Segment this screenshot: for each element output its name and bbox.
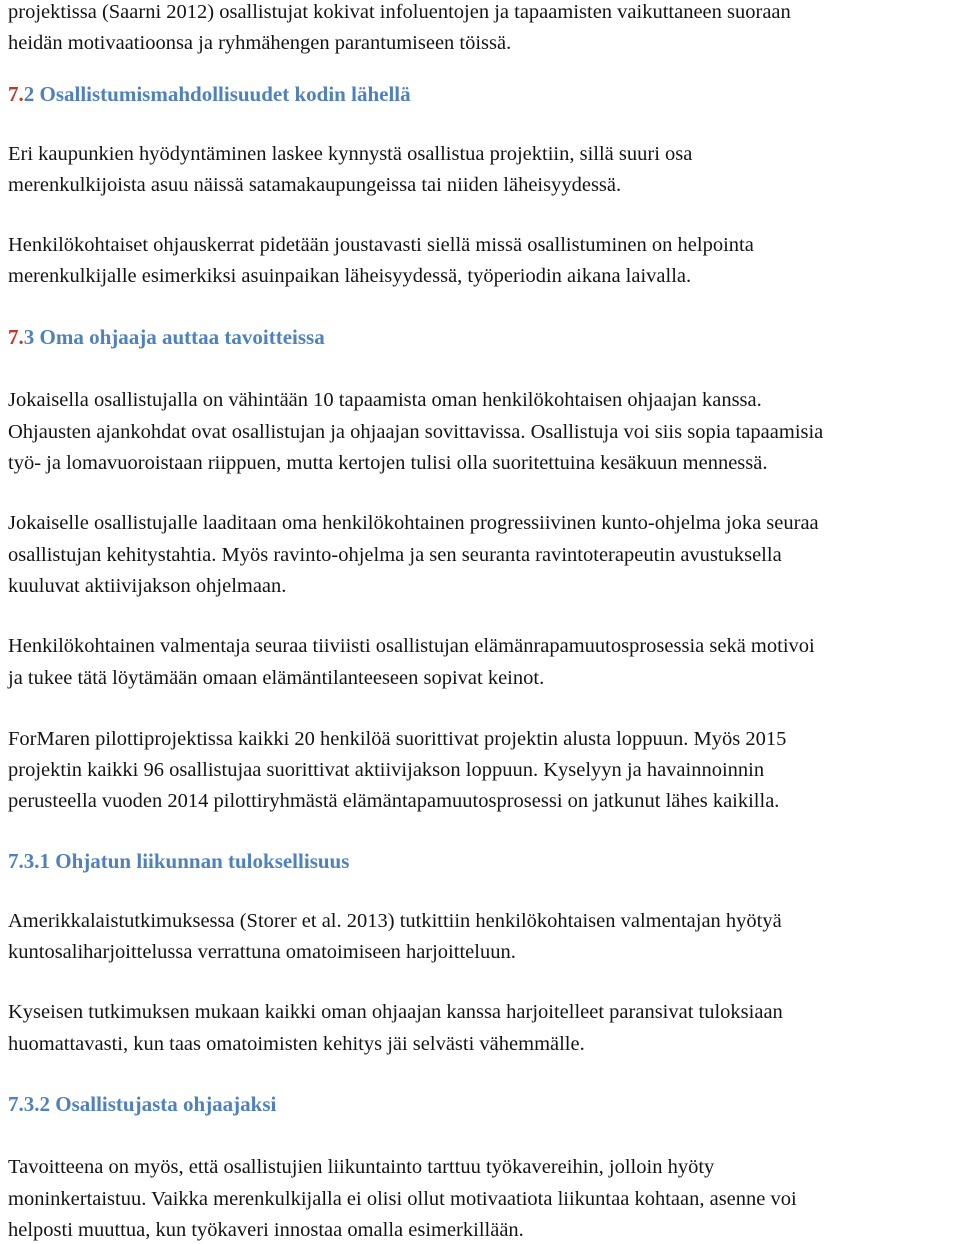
- paragraph-line: projektin kaikki 96 osallistujaa suorittivat aktiivijakson loppuun. Kyselyyn ja havainnoinnin: [8, 759, 765, 781]
- paragraph-line: huomattavasti, kun taas omatoimisten kehitys jäi selvästi vähemmälle.: [8, 1033, 585, 1055]
- intro-line-2: heidän motivaatioonsa ja ryhmähengen parantumiseen töissä.: [8, 32, 512, 54]
- heading-title: Oma ohjaaja auttaa tavoitteissa: [39, 325, 325, 349]
- paragraph-line: moninkertaistuu. Vaikka merenkulkijalla ei olisi ollut motivaatiota liikuntaa kohtaan, asenne voi: [8, 1188, 797, 1210]
- paragraph-line: osallistujan kehitystahtia. Myös ravinto-ohjelma ja sen seuranta ravintoterapeutin avustuksella: [8, 544, 782, 566]
- section-heading-7-3: [8, 325, 325, 349]
- paragraph-line: perusteella vuoden 2014 pilottiryhmästä elämäntapamuutosprosessi on jatkunut lähes kaikilla.: [8, 790, 780, 812]
- paragraph-line: merenkulkijoista asuu näissä satamakaupungeissa tai niiden läheisyydessä.: [8, 174, 622, 196]
- intro-line-1: projektissa (Saarni 2012) osallistujat kokivat infoluentojen ja tapaamisten vaikuttaneen suoraan: [8, 1, 791, 23]
- section-heading-7-3-2: [8, 1092, 276, 1116]
- paragraph-line: kuuluvat aktiivijakson ohjelmaan.: [8, 575, 287, 597]
- paragraph-line: Tavoitteena on myös, että osallistujien liikuntainto tarttuu työkavereihin, jolloin hyöty: [8, 1156, 715, 1178]
- heading-number: 7.3.1: [8, 849, 50, 873]
- paragraph-line: Ohjausten ajankohdat ovat osallistujan ja ohjaajan sovittavissa. Osallistuja voi siis sopia tapaamisia: [8, 421, 824, 443]
- paragraph-line: Henkilökohtaiset ohjauskerrat pidetään joustavasti siellä missä osallistuminen on helpointa: [8, 234, 754, 256]
- paragraph-line: ForMaren pilottiprojektissa kaikki 20 henkilöä suorittivat projektin alusta loppuun. Myös 2015: [8, 728, 787, 750]
- paragraph-line: kuntosaliharjoittelussa verrattuna omatoimiseen harjoitteluun.: [8, 941, 516, 963]
- heading-number-suffix: 3: [23, 325, 35, 349]
- heading-number: 7.3.2: [8, 1092, 50, 1116]
- paragraph-line: merenkulkijalle esimerkiksi asuinpaikan läheisyydessä, työperiodin aikana laivalla.: [8, 265, 692, 287]
- paragraph-line: Henkilökohtainen valmentaja seuraa tiiviisti osallistujan elämänrapamuutosprosessia sekä motivoi: [8, 635, 815, 657]
- heading-number-prefix: 7.: [8, 325, 24, 349]
- paragraph-line: Jokaiselle osallistujalle laaditaan oma henkilökohtainen progressiivinen kunto-ohjelma joka seuraa: [8, 512, 819, 534]
- paragraph-line: helposti muuttua, kun työkaveri innostaa omalla esimerkillään.: [8, 1219, 524, 1241]
- paragraph-line: Kyseisen tutkimuksen mukaan kaikki oman ohjaajan kanssa harjoitelleet paransivat tuloksiaan: [8, 1001, 783, 1023]
- heading-title: Ohjatun liikunnan tuloksellisuus: [55, 849, 350, 873]
- heading-title: Osallistujasta ohjaajaksi: [55, 1092, 277, 1116]
- section-heading-7-2: [8, 82, 411, 106]
- heading-number-suffix: 2: [23, 82, 35, 106]
- paragraph-line: Eri kaupunkien hyödyntäminen laskee kynnystä osallistua projektiin, sillä suuri osa: [8, 143, 693, 165]
- paragraph-line: työ- ja lomavuoroistaan riippuen, mutta kertojen tulisi olla suoritettuina kesäkuun mennessä.: [8, 452, 768, 474]
- paragraph-line: Amerikkalaistutkimuksessa (Storer et al. 2013) tutkittiin henkilökohtaisen valmentajan hyötyä: [8, 910, 782, 932]
- paragraph-line: ja tukee tätä löytämään omaan elämäntilanteeseen sopivat keinot.: [8, 667, 545, 689]
- paragraph-line: Jokaisella osallistujalla on vähintään 10 tapaamista oman henkilökohtaisen ohjaajan kanssa.: [8, 389, 762, 411]
- section-heading-7-3-1: [8, 849, 349, 873]
- heading-number-prefix: 7.: [8, 82, 24, 106]
- heading-title: Osallistumismahdollisuudet kodin lähellä: [39, 82, 411, 106]
